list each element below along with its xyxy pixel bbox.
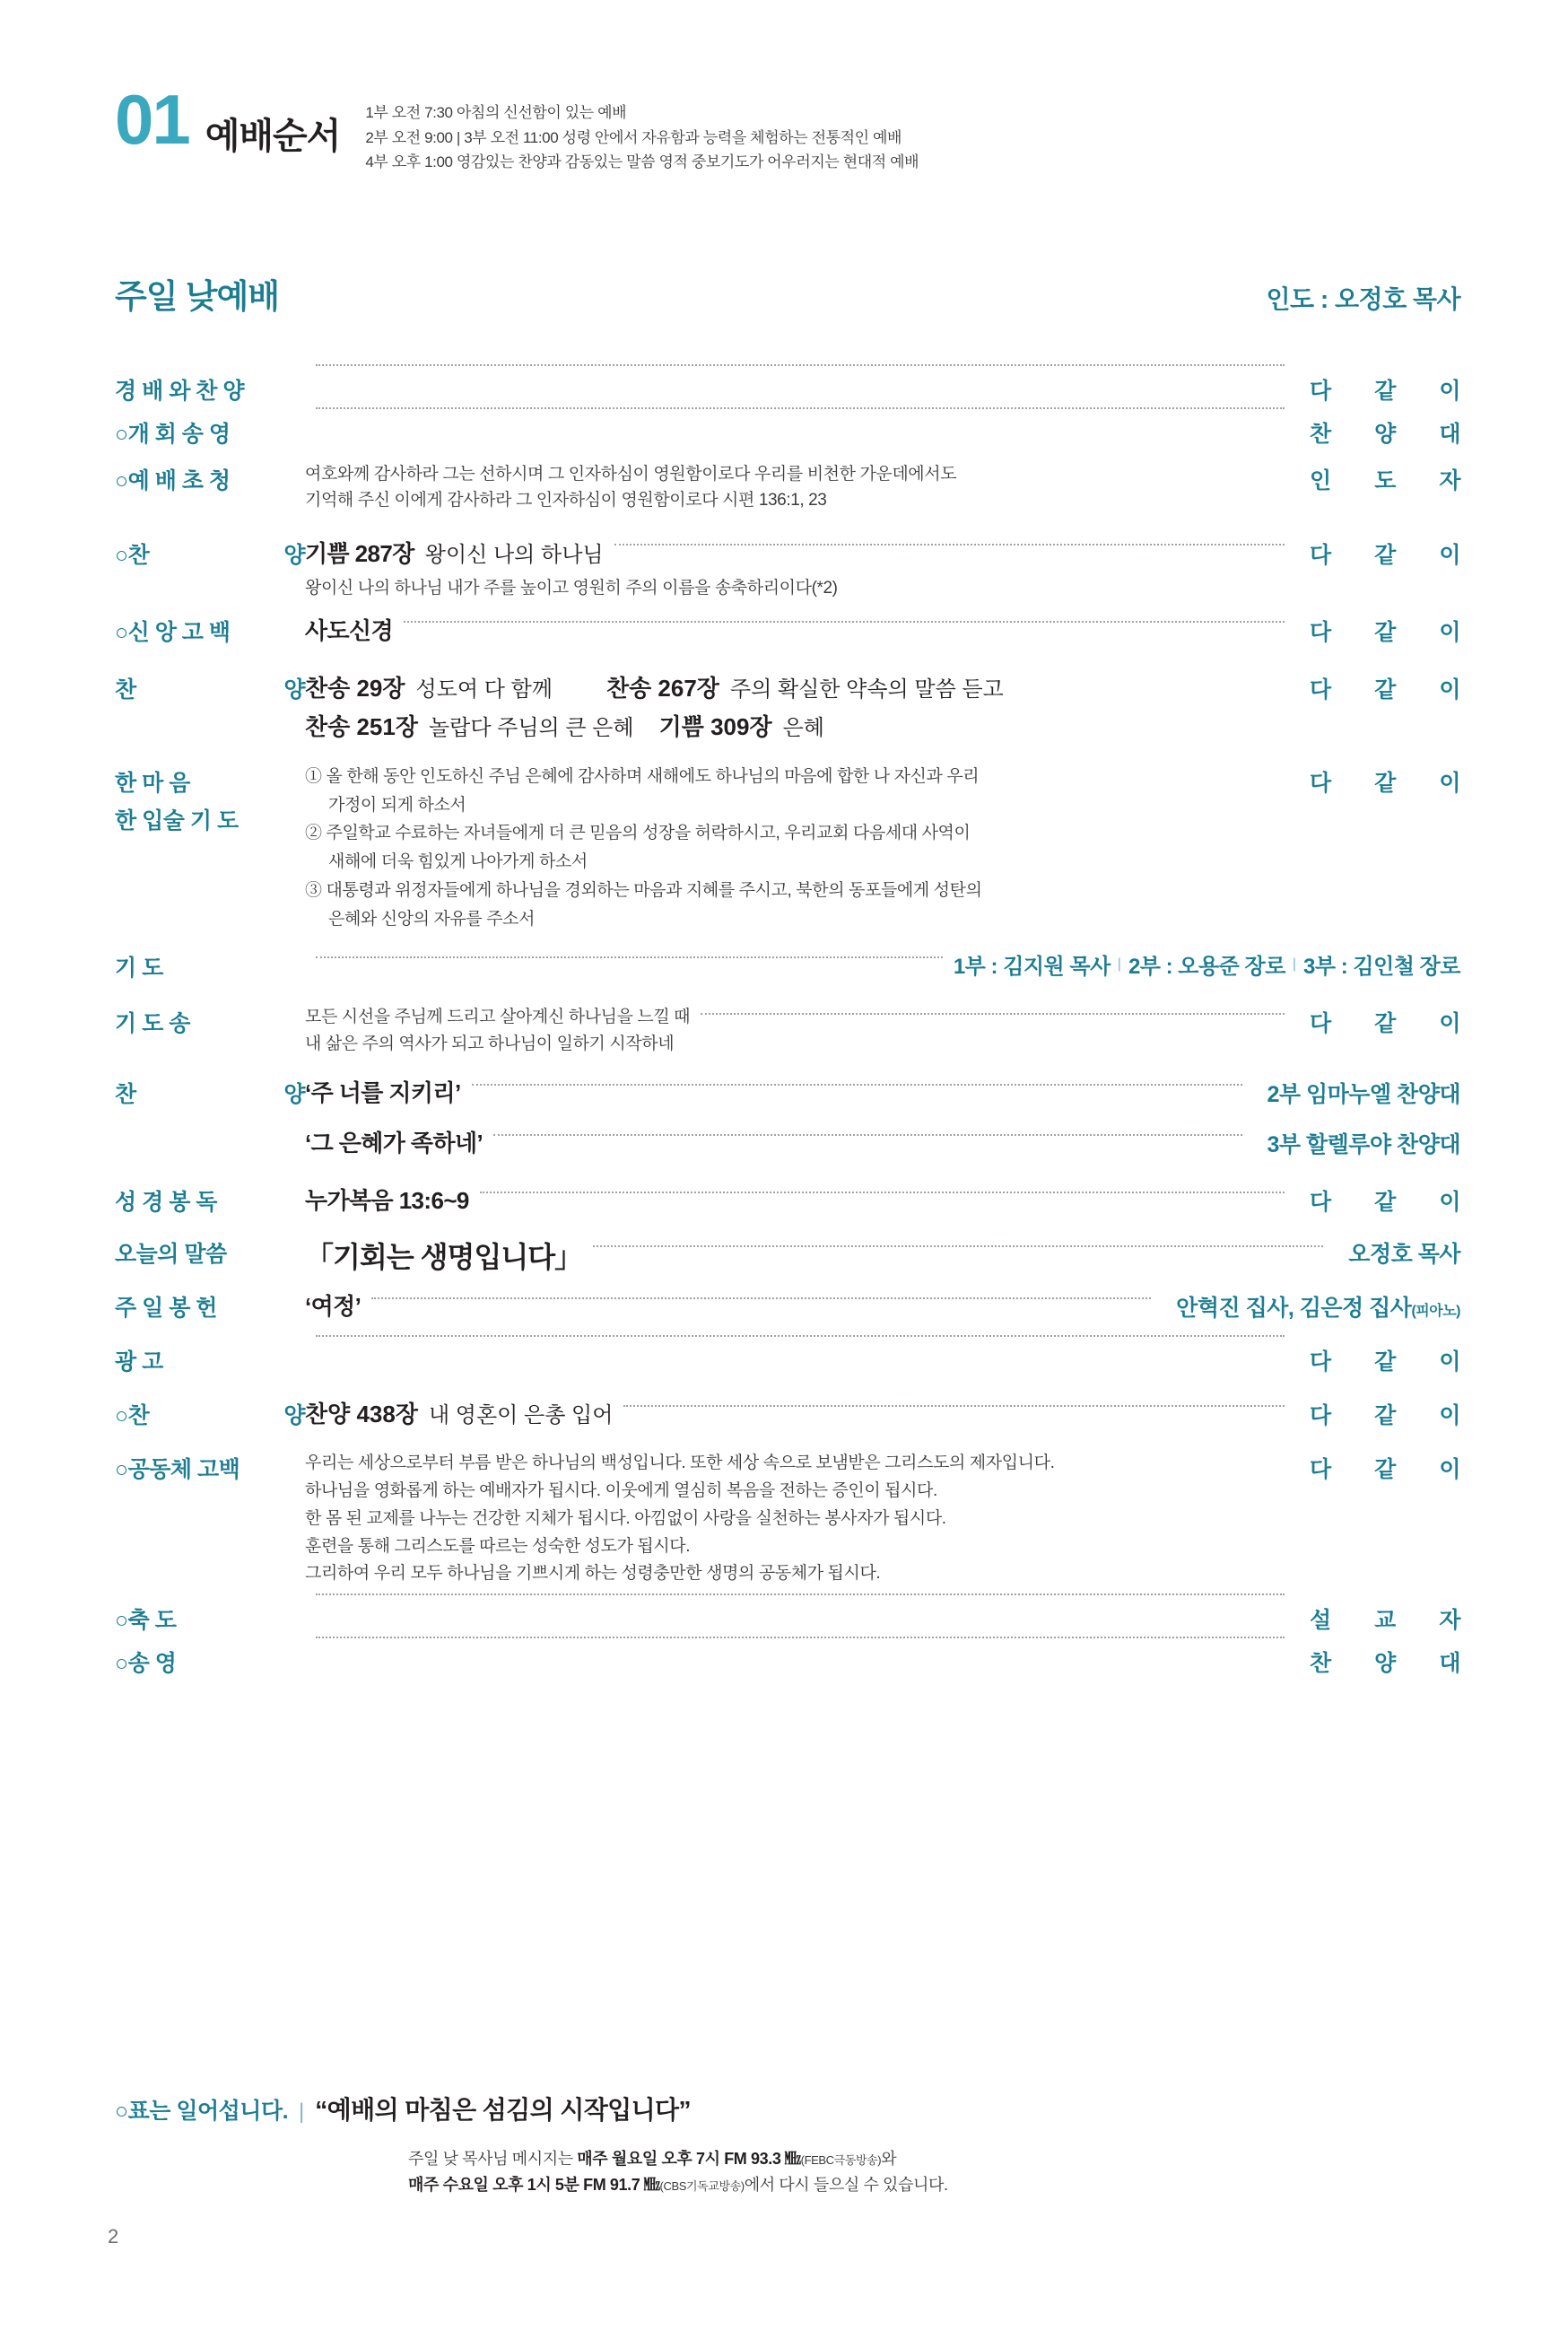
- assign-char: 다: [1310, 770, 1331, 796]
- row-assignment: [1295, 762, 1460, 798]
- row-label-line-2: 한 입술 기 도: [115, 808, 239, 834]
- standing-mark: ○: [115, 468, 128, 493]
- choir-song-title: ‘그 은혜가 족하네’: [305, 1130, 483, 1157]
- broadcast-line-2: [408, 2172, 1467, 2198]
- assign-char: 다: [1310, 677, 1331, 703]
- row-content: [305, 947, 1460, 980]
- leader-dots: [316, 1637, 1285, 1638]
- row-content: [305, 413, 1295, 416]
- row-label: [115, 1599, 305, 1635]
- leader-dots: [623, 1405, 1285, 1407]
- assign-char: 이: [1439, 677, 1460, 703]
- row-content: [305, 1181, 1295, 1216]
- row-label: 광 고: [115, 1349, 163, 1375]
- order-row-opening-doxology: [115, 413, 1460, 454]
- assign-char: 이: [1439, 619, 1460, 645]
- row-assignment: [1162, 1287, 1460, 1323]
- leader-dots: [404, 621, 1285, 623]
- order-row-scripture: [115, 1181, 1460, 1222]
- choir-song-title: ‘주 너를 지키리’: [305, 1079, 461, 1107]
- prayer-song-line-2: 내 삶은 주의 역사가 되고 하나님이 일하기 시작하네: [305, 1034, 675, 1053]
- leader-dots: [316, 1593, 1285, 1595]
- order-row-doxology: [115, 1642, 1460, 1683]
- row-label-line-1: 한 마 음: [115, 770, 190, 796]
- row-assignment: [1295, 1642, 1460, 1678]
- broadcast-info: [408, 2146, 1467, 2198]
- leader-dots: [701, 1013, 1285, 1015]
- prayer-item-text-cont: 가정이 되게 하소서: [328, 795, 466, 815]
- offering-song-title: ‘여정’: [305, 1293, 362, 1321]
- page-title: 예배순서: [205, 117, 341, 156]
- leader-dots: [493, 1134, 1241, 1136]
- broadcast-text: 와: [881, 2150, 897, 2168]
- order-row-announcement: [115, 1340, 1460, 1382]
- offering-performers: 안혁진 집사, 김은정 집사: [1176, 1296, 1412, 1322]
- row-label-text: 공동체 고백: [127, 1457, 240, 1483]
- assign-char: 인: [1310, 468, 1331, 493]
- assign-char: 다: [1310, 379, 1331, 404]
- confession-line: 훈련을 통해 그리스도를 따르는 성숙한 성도가 됩시다.: [305, 1536, 691, 1556]
- row-content: [305, 459, 1295, 514]
- order-row-one-mind-prayer: [115, 762, 1460, 935]
- row-content: [305, 668, 1295, 742]
- service-heading-row: [115, 269, 1460, 318]
- offering-instrument: (피아노): [1411, 1304, 1460, 1320]
- row-label-empty: [115, 1123, 305, 1127]
- row-label: 경 배 와 찬 양: [115, 379, 245, 404]
- row-content: [305, 1340, 1295, 1344]
- row-label-right: 양: [283, 1082, 305, 1108]
- row-assignment: 2부 임마누엘 찬양대: [1267, 1082, 1460, 1108]
- assign-char: 이: [1439, 542, 1460, 568]
- row-label: [115, 459, 305, 495]
- row-label: 기 도 송: [115, 1011, 190, 1037]
- assign-char: 자: [1439, 1608, 1460, 1634]
- row-assignment: 오정호 목사: [1348, 1242, 1460, 1268]
- row-content: [305, 1448, 1295, 1588]
- scripture-reference: 누가복음 13:6~9: [305, 1187, 469, 1215]
- prayer-item-text: 올 한해 동안 인도하신 주님 은혜에 감사하며 새해에도 하나님의 마음에 합한 나 자신과 우리: [326, 766, 980, 786]
- prayer-item-number: ③: [305, 880, 322, 900]
- row-content: [305, 1394, 1295, 1429]
- invocation-line-2: 기억해 주신 이에게 감사하라 그 인자하심이 영원함이로다 시편 136:1, 23: [305, 491, 827, 511]
- order-row-praise-287: [115, 534, 1460, 598]
- broadcast-schedule: 매주 수요일 오후 1시 5분 FM 91.7 ㎒: [408, 2175, 660, 2194]
- row-label: [115, 1394, 305, 1430]
- assign-char: 다: [1310, 1457, 1331, 1483]
- assign-char: 이: [1439, 1011, 1460, 1037]
- order-row-praise-multi: [115, 668, 1460, 742]
- row-label: [115, 413, 305, 449]
- assign-char: 이: [1439, 1190, 1460, 1216]
- row-content: [305, 611, 1295, 646]
- row-assignment: [1295, 1340, 1460, 1376]
- assign-char: 다: [1310, 1190, 1331, 1216]
- order-row-prayer-song: [115, 1002, 1460, 1057]
- hymn-number: 기쁨 287장: [305, 539, 414, 567]
- assign-char: 대: [1439, 1651, 1460, 1677]
- assign-char: 다: [1310, 619, 1331, 645]
- divider: |: [1292, 956, 1297, 972]
- hymn-title: 주의 확실한 약속의 말씀 듣고: [729, 677, 1004, 702]
- standing-mark: ○: [115, 1651, 128, 1677]
- order-row-prayer: [115, 947, 1460, 988]
- assign-char: 같: [1374, 677, 1396, 703]
- assign-char: 이: [1439, 770, 1460, 796]
- prayer-assignment-1: 1부 : 김지원 목사: [953, 955, 1111, 980]
- assign-char: 다: [1310, 542, 1331, 568]
- row-label: [115, 534, 305, 570]
- row-label: [115, 1073, 305, 1109]
- prayer-item: [305, 764, 1295, 791]
- prayer-item-number: ②: [305, 824, 322, 843]
- row-content: [305, 1073, 1253, 1108]
- service-name: 주일 낮예배: [115, 278, 279, 315]
- divider: |: [299, 2100, 305, 2124]
- row-label: [115, 611, 305, 647]
- row-label-text: 송 영: [127, 1651, 177, 1677]
- row-label-left: 찬: [115, 1082, 136, 1108]
- broadcast-text: 주일 낮 목사님 메시지는: [408, 2150, 578, 2168]
- service-time-line-3: 4부 오후 1:00 영감있는 찬양과 감동있는 말씀 영적 중보기도가 어우러지는 현대적 예배: [365, 153, 919, 171]
- prayer-assignment-3: 3부 : 김인철 장로: [1303, 955, 1460, 980]
- assign-char: 같: [1374, 770, 1396, 796]
- leader-dots: [472, 1084, 1242, 1086]
- prayer-item-text: 대통령과 위정자들에게 하나님을 경외하는 마음과 지혜를 주시고, 북한의 동포들에게 성탄의: [326, 880, 982, 900]
- row-label-left: 찬: [115, 677, 136, 703]
- divider: |: [1117, 956, 1121, 972]
- assign-char: 같: [1374, 1457, 1396, 1483]
- prayer-song-line-1: 모든 시선을 주님께 드리고 살아계신 하나님을 느낄 때: [305, 1008, 691, 1027]
- assign-char: 같: [1374, 1403, 1396, 1429]
- hymn-title: 왕이신 나의 하나님: [424, 542, 604, 567]
- row-assignment: [1295, 1448, 1460, 1484]
- order-row-creed: [115, 611, 1460, 652]
- row-content: [305, 1002, 1295, 1057]
- row-label-text: 축 도: [127, 1608, 177, 1634]
- row-label: [115, 668, 305, 704]
- assign-char: 같: [1374, 1349, 1396, 1375]
- assign-char: 같: [1374, 1011, 1396, 1037]
- row-content: [305, 1287, 1162, 1322]
- row-content: [305, 370, 1295, 373]
- row-label-right: 양: [283, 677, 305, 703]
- hymn-lyric: 왕이신 나의 하나님 내가 주를 높이고 영원히 주의 이름을 송축하리이다(*2): [305, 578, 838, 598]
- row-label-left: ○찬: [115, 1403, 150, 1429]
- assign-char: 이: [1439, 379, 1460, 404]
- row-assignment: [1295, 1002, 1460, 1038]
- row-assignment: [1295, 668, 1460, 704]
- prayer-item-text-cont: 은혜와 신앙의 자유를 주소서: [328, 909, 536, 929]
- leader-dots: [316, 1335, 1285, 1337]
- broadcast-schedule: 매주 월요일 오후 7시 FM 93.3 ㎒: [577, 2150, 801, 2168]
- service-time-line-2: 2부 오전 9:00 | 3부 오전 11:00 성령 안에서 자유함과 능력을 체험하는 전통적인 예배: [365, 128, 902, 146]
- assign-char: 다: [1310, 1403, 1331, 1429]
- hymn-number: 찬송 251장: [305, 712, 418, 740]
- assign-char: 설: [1310, 1608, 1331, 1634]
- row-label-right: 양: [283, 1403, 305, 1429]
- assign-char: 이: [1439, 1403, 1460, 1429]
- assign-char: 양: [1374, 422, 1396, 447]
- sermon-title: 「기회는 생명입니다」: [305, 1241, 583, 1274]
- row-assignment: [1295, 534, 1460, 570]
- closing-quote: “예배의 마침은 섬김의 시작입니다”: [315, 2096, 691, 2124]
- hymn-title: 내 영혼이 은총 입어: [428, 1403, 614, 1428]
- row-assignment: 3부 할렐루야 찬양대: [1267, 1132, 1460, 1158]
- row-assignment: [1295, 1181, 1460, 1217]
- assign-char: 찬: [1310, 1651, 1331, 1677]
- leader-dots: [316, 956, 943, 958]
- assign-char: 교: [1374, 1608, 1396, 1634]
- row-assignment: [1295, 1394, 1460, 1430]
- service-time-line-1: 1부 오전 7:30 아침의 신선함이 있는 예배: [365, 104, 627, 121]
- broadcast-station: (FEBC극동방송): [800, 2153, 882, 2167]
- standing-mark: ○: [115, 1608, 128, 1634]
- hymn-number: 찬송 267장: [605, 674, 719, 702]
- standing-note: ○표는 일어섭니다.: [115, 2099, 289, 2124]
- order-row-choir-2: [115, 1123, 1460, 1165]
- row-label: [115, 1642, 305, 1678]
- leader-dots: [316, 364, 1285, 366]
- assign-char: 양: [1374, 1651, 1396, 1677]
- confession-line: 하나님을 영화롭게 하는 예배자가 됩시다. 이웃에게 열심히 복음을 전하는 증인이 됩시다.: [305, 1481, 937, 1501]
- page-number: 2: [108, 2225, 119, 2248]
- prayer-item-number: ①: [305, 766, 322, 786]
- confession-line: 우리는 세상으로부터 부름 받은 하나님의 백성입니다. 또한 세상 속으로 보냄받은 그리스도의 제자입니다.: [305, 1454, 1055, 1473]
- assign-char: 이: [1439, 1457, 1460, 1483]
- row-assignment: [1295, 370, 1460, 406]
- row-label: 오늘의 말씀: [115, 1242, 227, 1268]
- assign-char: 찬: [1310, 422, 1331, 447]
- prayer-item: [305, 877, 1295, 905]
- row-label: 주 일 봉 헌: [115, 1296, 217, 1322]
- invocation-line-1: 여호와께 감사하라 그는 선하시며 그 인자하심이 영원함이로다 우리를 비천한 가운데에서도: [305, 465, 957, 484]
- assign-char: 다: [1310, 1011, 1331, 1037]
- leader-dots: [480, 1192, 1285, 1193]
- order-row-invocation: [115, 459, 1460, 514]
- row-assignment: [1295, 459, 1460, 495]
- assign-char: 자: [1439, 468, 1460, 493]
- prayer-item: [305, 820, 1295, 848]
- section-number: 01: [115, 80, 189, 159]
- assign-char: 대: [1439, 422, 1460, 447]
- row-content: [305, 1123, 1253, 1158]
- assign-char: 도: [1374, 468, 1396, 493]
- order-row-praise-438: [115, 1394, 1460, 1436]
- standing-mark: ○: [115, 1457, 128, 1483]
- hymn-title: 성도여 다 함께: [415, 677, 553, 702]
- order-of-worship: [115, 370, 1460, 1685]
- row-assignment: [1295, 1599, 1460, 1635]
- broadcast-text: 에서 다시 들으실 수 있습니다.: [744, 2175, 948, 2194]
- hymn-number: 찬송 29장: [305, 674, 405, 702]
- prayer-assignment-2: 2부 : 오용준 장로: [1128, 955, 1285, 980]
- leader-dots: [593, 1245, 1323, 1247]
- row-label-text: 신 앙 고 백: [127, 619, 231, 645]
- order-row-sermon: [115, 1233, 1460, 1276]
- standing-mark: ○: [115, 619, 128, 645]
- hymn-number: 기쁨 309장: [658, 712, 772, 740]
- row-label: [115, 1448, 305, 1484]
- assign-char: 다: [1310, 1349, 1331, 1375]
- row-content: [305, 1233, 1334, 1276]
- row-label: 기 도: [115, 956, 163, 982]
- hymn-number: 찬양 438장: [305, 1401, 418, 1428]
- assign-char: 같: [1374, 542, 1396, 568]
- row-content: [305, 762, 1295, 935]
- prayer-item-text: 주일학교 수료하는 자녀들에게 더 큰 믿음의 성장을 허락하시고, 우리교회 다음세대 사역이: [326, 824, 971, 843]
- confession-line: 한 몸 된 교제를 나누는 건강한 지체가 됩시다. 아낌없이 사랑을 실천하는 봉사자가 됩시다.: [305, 1508, 946, 1528]
- row-label: [115, 762, 305, 835]
- row-label-left: ○찬: [115, 542, 150, 568]
- row-assignment: [1295, 611, 1460, 647]
- row-content: [305, 1599, 1295, 1602]
- assign-char: 이: [1439, 1349, 1460, 1375]
- standing-note-row: [115, 2091, 1460, 2126]
- row-label-text: 예 배 초 청: [127, 468, 231, 493]
- leader-dots: [371, 1297, 1151, 1299]
- creed-name: 사도신경: [305, 616, 394, 644]
- hymn-title: 은혜: [782, 715, 824, 740]
- service-times-block: [365, 100, 919, 175]
- assign-char: 같: [1374, 619, 1396, 645]
- hymn-title: 놀랍다 주님의 큰 은혜: [428, 715, 634, 740]
- row-label-text: 개 회 송 영: [127, 422, 231, 447]
- service-leader: 인도 : 오정호 목사: [1266, 285, 1460, 313]
- confession-line: 그리하여 우리 모두 하나님을 기쁘시게 하는 성령충만한 생명의 공동체가 됩시다.: [305, 1564, 881, 1584]
- row-assignment: [1295, 413, 1460, 449]
- assign-char: 같: [1374, 1190, 1396, 1216]
- row-label: 성 경 봉 독: [115, 1190, 217, 1216]
- order-row-worship-praise: [115, 370, 1460, 411]
- broadcast-line-1: [408, 2146, 1467, 2172]
- row-content: [305, 1642, 1295, 1646]
- page-header: [115, 80, 1460, 175]
- prayer-item-text-cont: 새해에 더욱 힘있게 나아가게 하소서: [328, 852, 588, 872]
- order-row-offering: [115, 1287, 1460, 1328]
- standing-mark: ○: [115, 422, 128, 447]
- order-row-choir-1: [115, 1073, 1460, 1114]
- order-row-benediction: [115, 1599, 1460, 1640]
- leader-dots: [614, 544, 1285, 546]
- broadcast-station: (CBS기독교방송): [659, 2178, 745, 2193]
- leader-dots: [316, 407, 1285, 409]
- row-label-right: 양: [283, 542, 305, 568]
- assign-char: 같: [1374, 379, 1396, 404]
- row-content: [305, 534, 1295, 598]
- order-row-community-confession: [115, 1448, 1460, 1588]
